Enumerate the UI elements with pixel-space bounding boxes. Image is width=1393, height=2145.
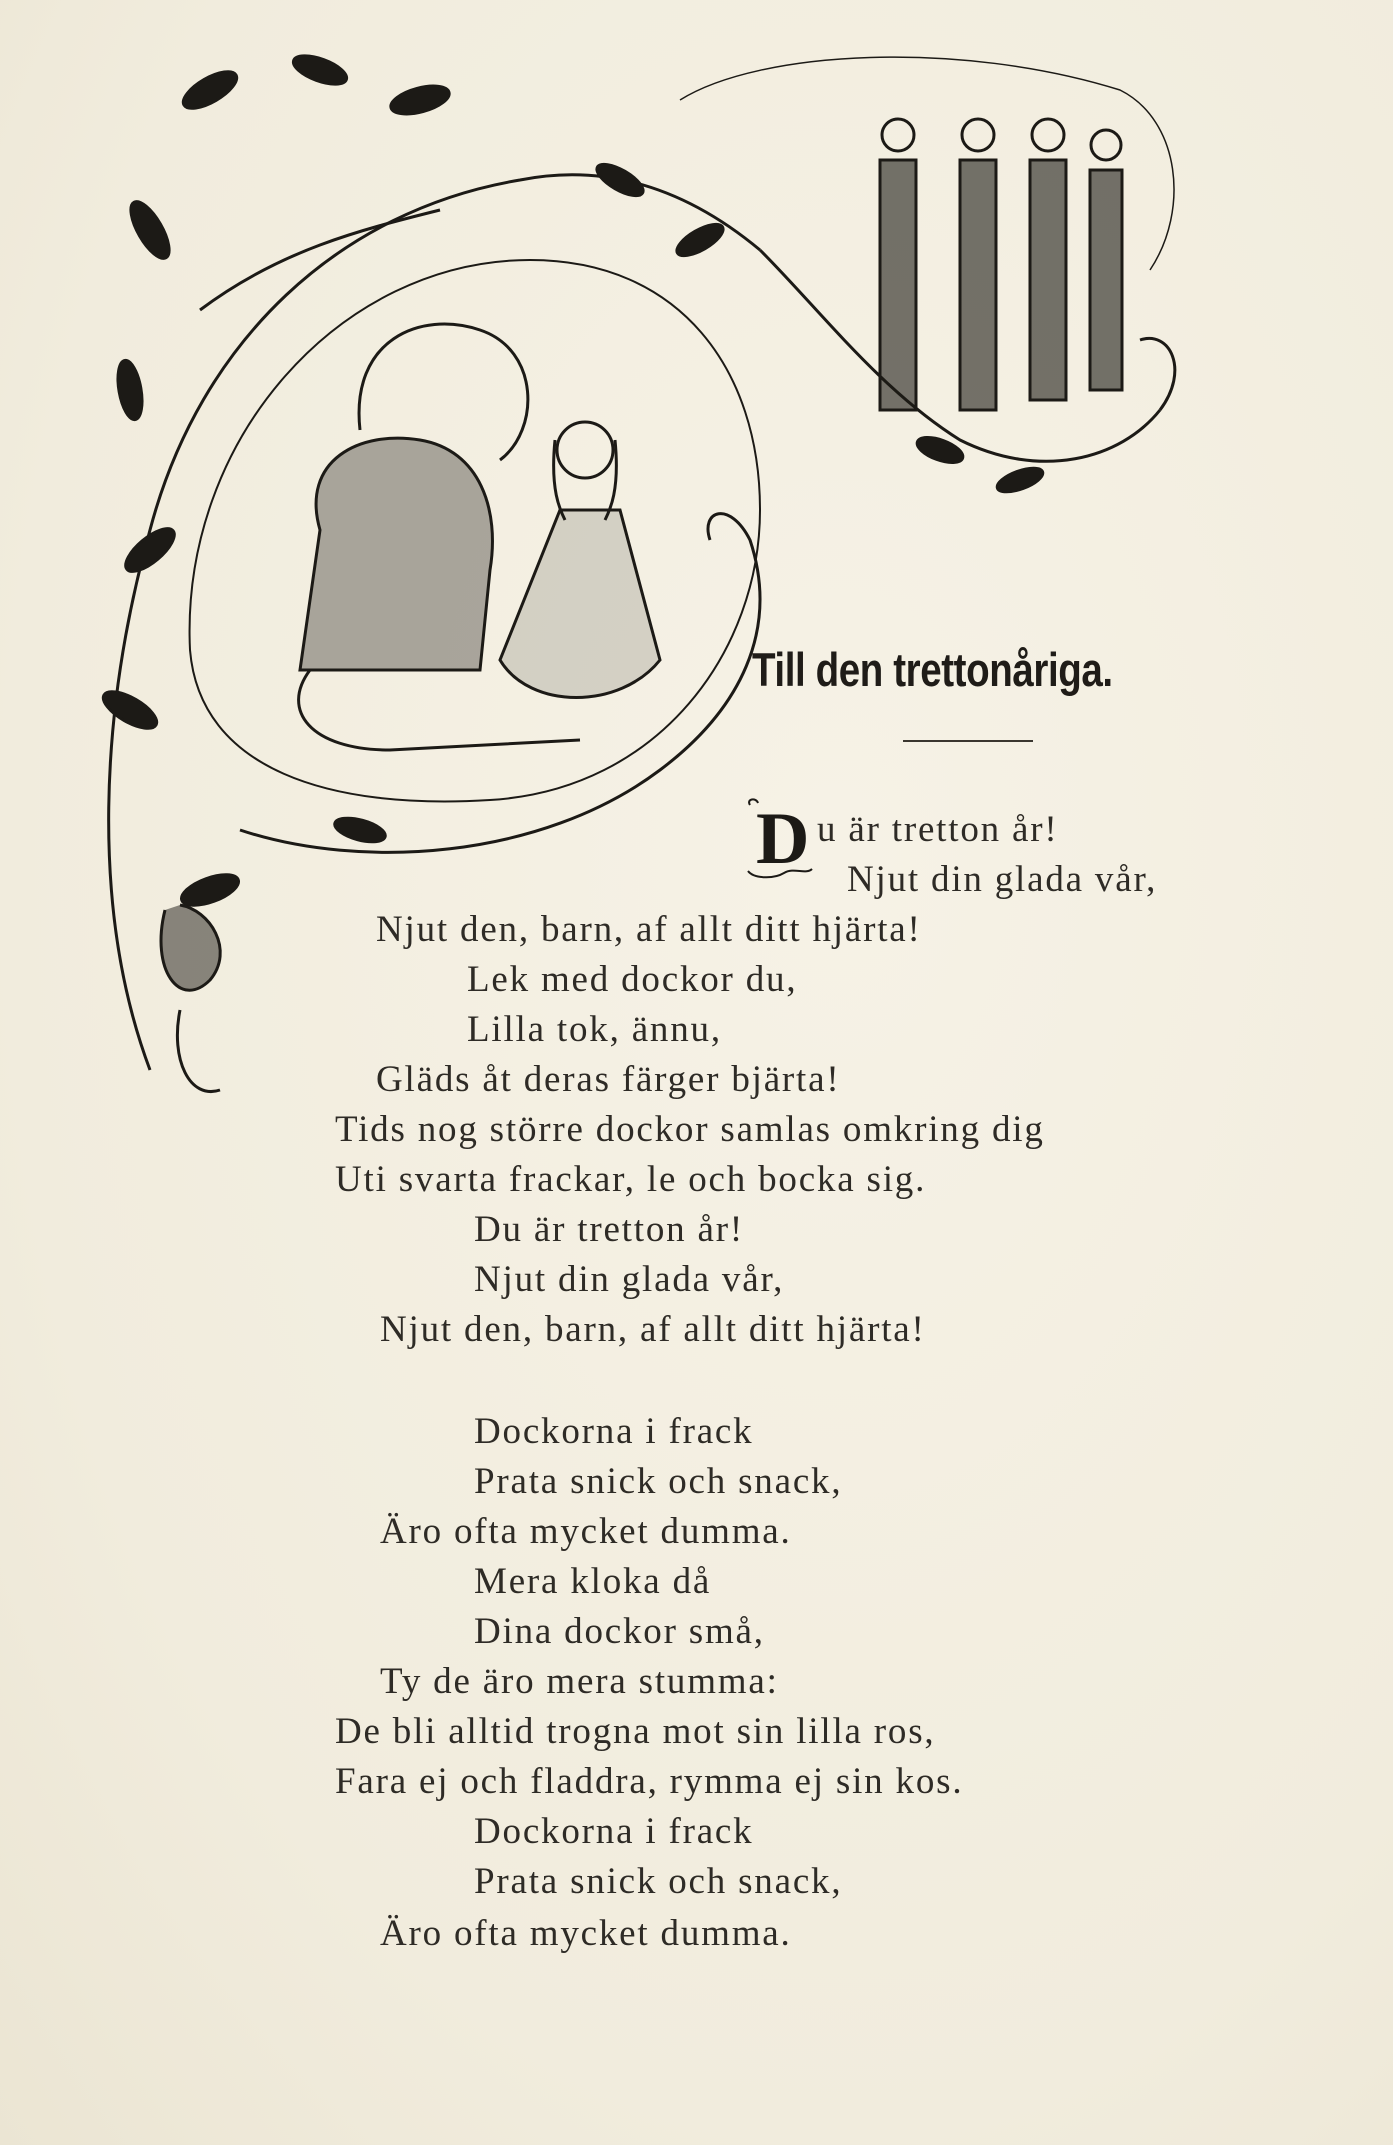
- poem-line: Dockorna i frack: [474, 1811, 754, 1852]
- poem-line: Tids nog större dockor samlas omkring dig: [335, 1109, 1045, 1150]
- poem-line: Äro ofta mycket dumma.: [380, 1913, 792, 1954]
- poem-line: Uti svarta frackar, le och bocka sig.: [335, 1159, 927, 1200]
- poem-line: Njut din glada vår,: [474, 1259, 785, 1300]
- poem-line: Prata snick och snack,: [474, 1461, 843, 1502]
- poem-line: Prata snick och snack,: [474, 1861, 843, 1902]
- poem-line: Dockorna i frack: [474, 1411, 754, 1452]
- poem-line: Du är tretton år!: [474, 1209, 744, 1250]
- poem-line: Njut din glada vår,: [847, 859, 1158, 900]
- poem-line: Njut den, barn, af allt ditt hjärta!: [380, 1309, 926, 1350]
- poem-line: Mera kloka då: [474, 1561, 712, 1602]
- poem-line: Fara ej och fladdra, rymma ej sin kos.: [335, 1761, 964, 1802]
- title-divider: [903, 740, 1033, 742]
- poem-line: De bli alltid trogna mot sin lilla ros,: [335, 1711, 936, 1752]
- poem-line: Dina dockor små,: [474, 1611, 765, 1652]
- poem-line: u är tretton år!: [817, 809, 1059, 850]
- poem-line: Äro ofta mycket dumma.: [380, 1511, 792, 1552]
- poem-line: Lilla tok, ännu,: [467, 1009, 722, 1050]
- poem-line: Ty de äro mera stumma:: [380, 1661, 779, 1702]
- drop-cap-letter: D: [756, 798, 810, 880]
- poem-line: Gläds åt deras färger bjärta!: [376, 1059, 841, 1100]
- poem-title: Till den trettonåriga.: [752, 643, 1113, 696]
- drop-cap-ornament: [744, 795, 816, 881]
- poem-line: Njut den, barn, af allt ditt hjärta!: [376, 909, 922, 950]
- poem-line: Lek med dockor du,: [467, 959, 798, 1000]
